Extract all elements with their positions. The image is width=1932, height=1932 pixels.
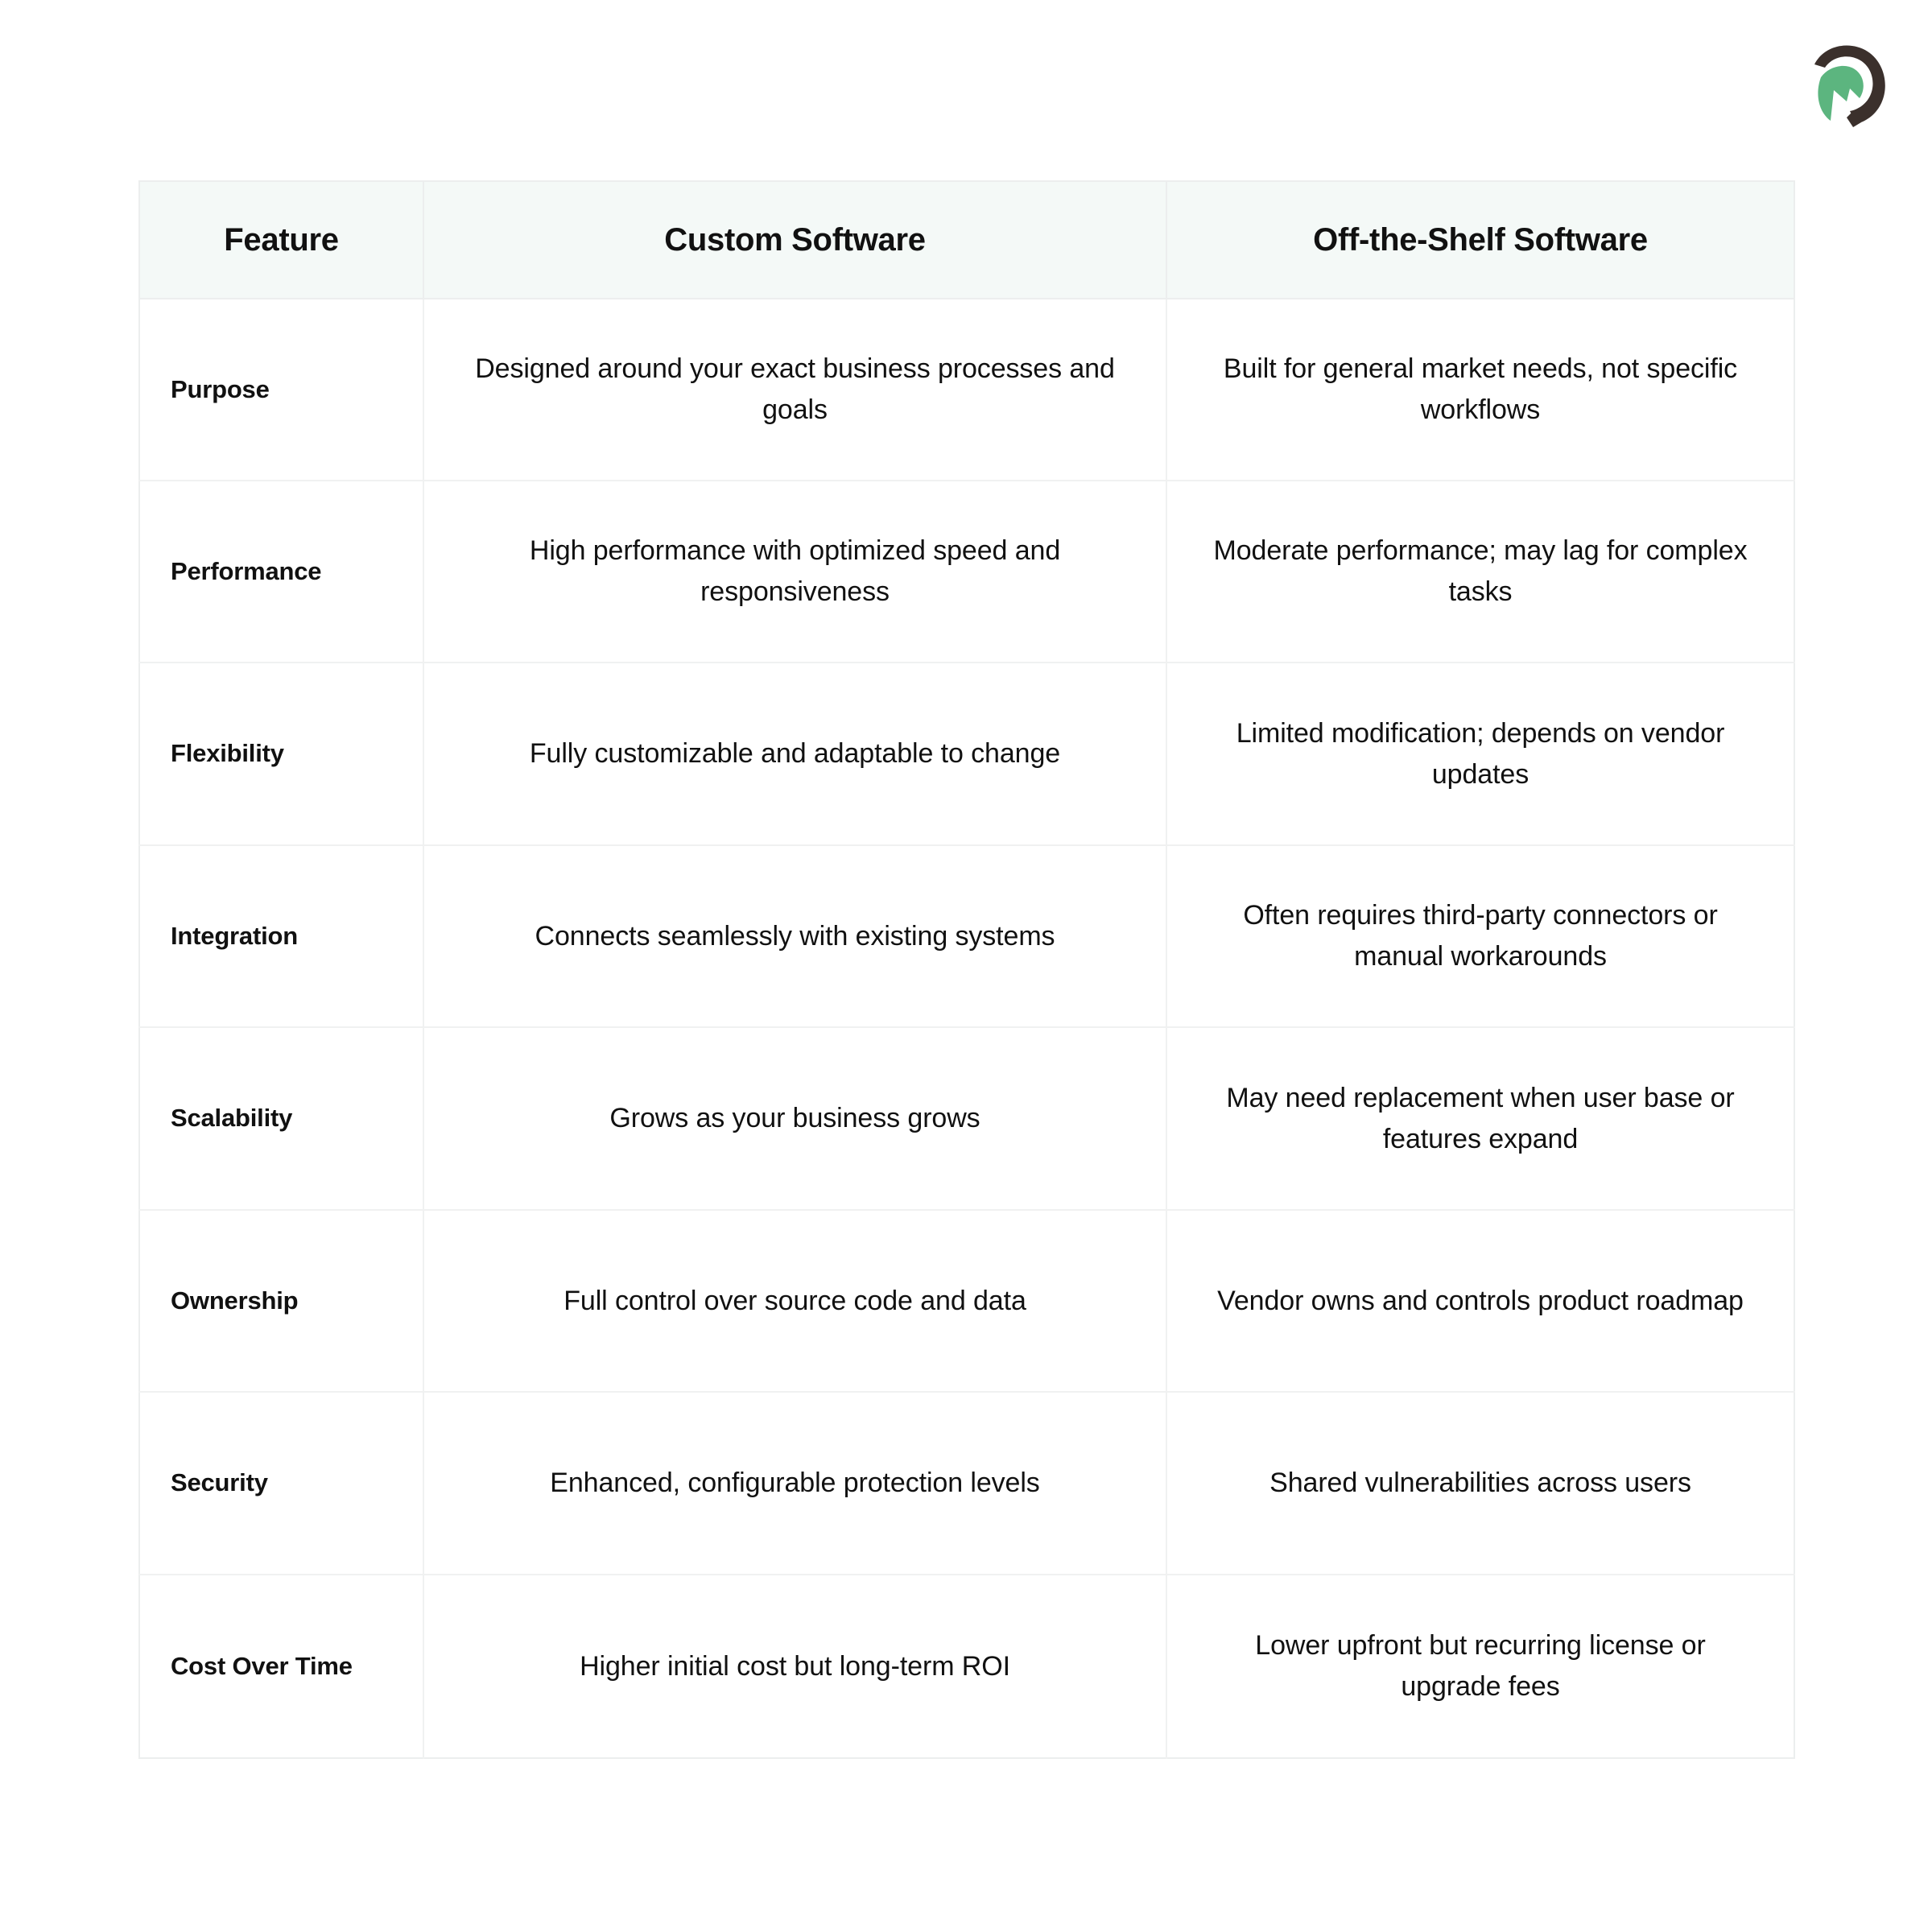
cell-text: May need replacement when user base or features expand — [1226, 1082, 1735, 1154]
cell-text: Designed around your exact business processes and goals — [475, 353, 1115, 425]
table-row — [139, 845, 1794, 1027]
custom-software-value — [423, 1392, 1166, 1575]
feature-label: Performance — [139, 481, 423, 663]
table-row — [139, 1027, 1794, 1210]
table-row — [139, 1575, 1794, 1758]
table-header — [139, 181, 1794, 299]
table-body — [139, 299, 1794, 1758]
custom-software-value — [423, 845, 1166, 1027]
cell-text: Full control over source code and data — [564, 1285, 1026, 1316]
column-header-off-the-shelf-software: Off-the-Shelf Software — [1166, 181, 1794, 299]
cell-text: High performance with optimized speed and responsiveness — [529, 535, 1061, 607]
brand-logo — [1797, 39, 1893, 135]
off-the-shelf-value — [1166, 481, 1794, 663]
table-row — [139, 299, 1794, 481]
off-the-shelf-value — [1166, 1210, 1794, 1392]
off-the-shelf-value — [1166, 1027, 1794, 1210]
comparison-table-container — [138, 180, 1794, 1759]
column-header-custom-software: Custom Software — [423, 181, 1166, 299]
feature-label: Flexibility — [139, 663, 423, 845]
cell-text: Shared vulnerabilities across users — [1269, 1468, 1691, 1498]
cell-text: Lower upfront but recurring license or upgrade fees — [1255, 1630, 1706, 1702]
feature-label: Ownership — [139, 1210, 423, 1392]
custom-software-value — [423, 1575, 1166, 1758]
table-header-row — [139, 181, 1794, 299]
spartan-helmet-logo-icon — [1797, 39, 1893, 135]
custom-software-value — [423, 1027, 1166, 1210]
custom-software-value — [423, 1210, 1166, 1392]
cell-text: Vendor owns and controls product roadmap — [1217, 1285, 1744, 1316]
cell-text: Enhanced, configurable protection levels — [550, 1468, 1040, 1498]
column-header-feature: Feature — [139, 181, 423, 299]
feature-label: Scalability — [139, 1027, 423, 1210]
cell-text: Higher initial cost but long-term ROI — [580, 1650, 1010, 1682]
off-the-shelf-value — [1166, 1575, 1794, 1758]
custom-software-value — [423, 299, 1166, 481]
feature-label: Integration — [139, 845, 423, 1027]
feature-label: Security — [139, 1392, 423, 1575]
table-row — [139, 1210, 1794, 1392]
cell-text: Moderate performance; may lag for complex tasks — [1213, 535, 1748, 607]
cell-text: Often requires third-party connectors or manual workarounds — [1243, 900, 1718, 972]
comparison-table — [138, 180, 1795, 1759]
cell-text: Fully customizable and adaptable to change — [529, 738, 1061, 769]
feature-label: Purpose — [139, 299, 423, 481]
custom-software-value — [423, 481, 1166, 663]
cell-text: Built for general market needs, not specific workflows — [1223, 353, 1738, 425]
cell-text: Limited modification; depends on vendor updates — [1236, 717, 1725, 790]
off-the-shelf-value — [1166, 663, 1794, 845]
table-row — [139, 663, 1794, 845]
cell-text: Connects seamlessly with existing systems — [535, 920, 1055, 952]
off-the-shelf-value — [1166, 845, 1794, 1027]
table-row — [139, 1392, 1794, 1575]
off-the-shelf-value — [1166, 1392, 1794, 1575]
feature-label: Cost Over Time — [139, 1575, 423, 1758]
custom-software-value — [423, 663, 1166, 845]
table-row — [139, 481, 1794, 663]
off-the-shelf-value — [1166, 299, 1794, 481]
cell-text: Grows as your business grows — [609, 1103, 980, 1133]
